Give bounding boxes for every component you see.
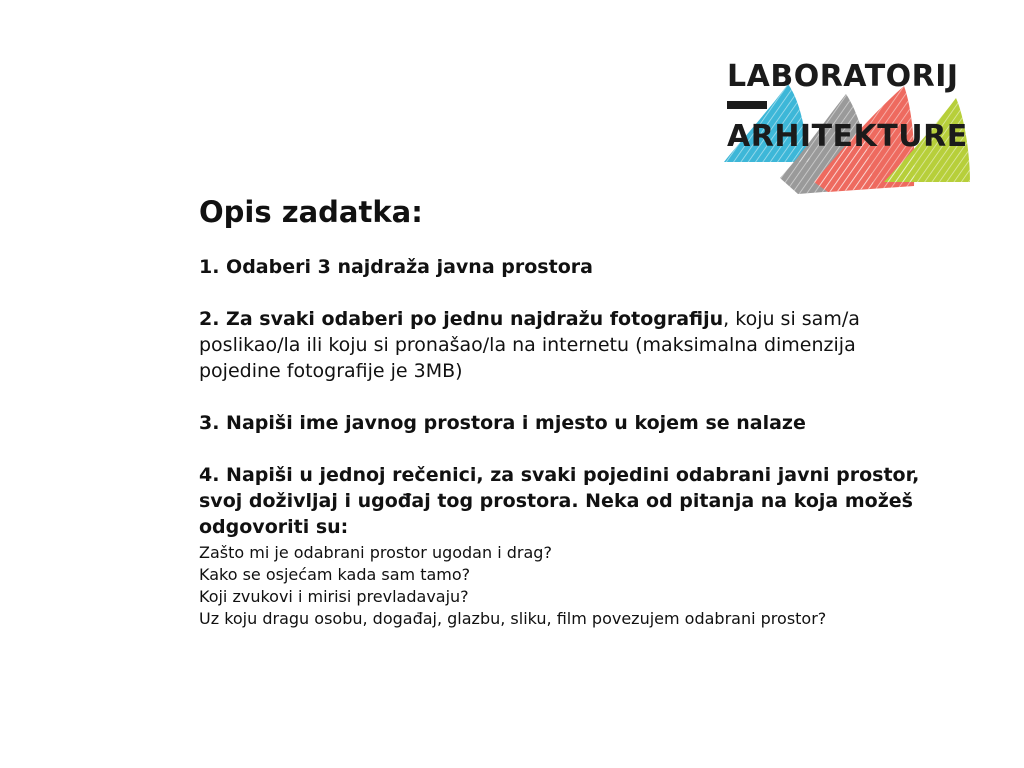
step-2-bold-text: 2. Za svaki odaberi po jednu najdražu fotografiju [199, 308, 724, 330]
question-item: Uz koju dragu osobu, događaj, glazbu, sliku, film povezujem odabrani prostor? [199, 609, 827, 628]
step-1 [199, 254, 939, 280]
question-item: Zašto mi je odabrani prostor ugodan i drag? [199, 543, 552, 562]
laboratorij-arhitekture-logo [718, 58, 974, 198]
step-3-text: 3. Napiši ime javnog prostora i mjesto u kojem se nalaze [199, 412, 806, 434]
logo-text-laboratorij: LABORATORIJ [727, 59, 959, 94]
step-3 [199, 410, 939, 436]
step-1-text: 1. Odaberi 3 najdraža javna prostora [199, 256, 593, 278]
question-list [199, 542, 939, 630]
logo-dash [727, 101, 767, 109]
step-4-text: 4. Napiši u jednoj rečenici, za svaki pojedini odabrani javni prostor, svoj doživljaj i ugođaj tog prostora. Neka od pitanja na koja možeš odgovoriti su: [199, 464, 920, 538]
step-2 [199, 306, 939, 384]
step-2-rest-text: , koju si sam/a poslikao/la ili koju si pronašao/la na internetu (maksimalna dimenzija pojedine fotografije je 3MB) [199, 308, 860, 382]
task-description [199, 194, 939, 630]
question-item: Koji zvukovi i mirisi prevladavaju? [199, 587, 469, 606]
logo-text-arhitekture: ARHITEKTURE [727, 119, 968, 154]
step-4 [199, 462, 939, 630]
page-title: Opis zadatka: [199, 195, 423, 229]
question-item: Kako se osjećam kada sam tamo? [199, 565, 471, 584]
